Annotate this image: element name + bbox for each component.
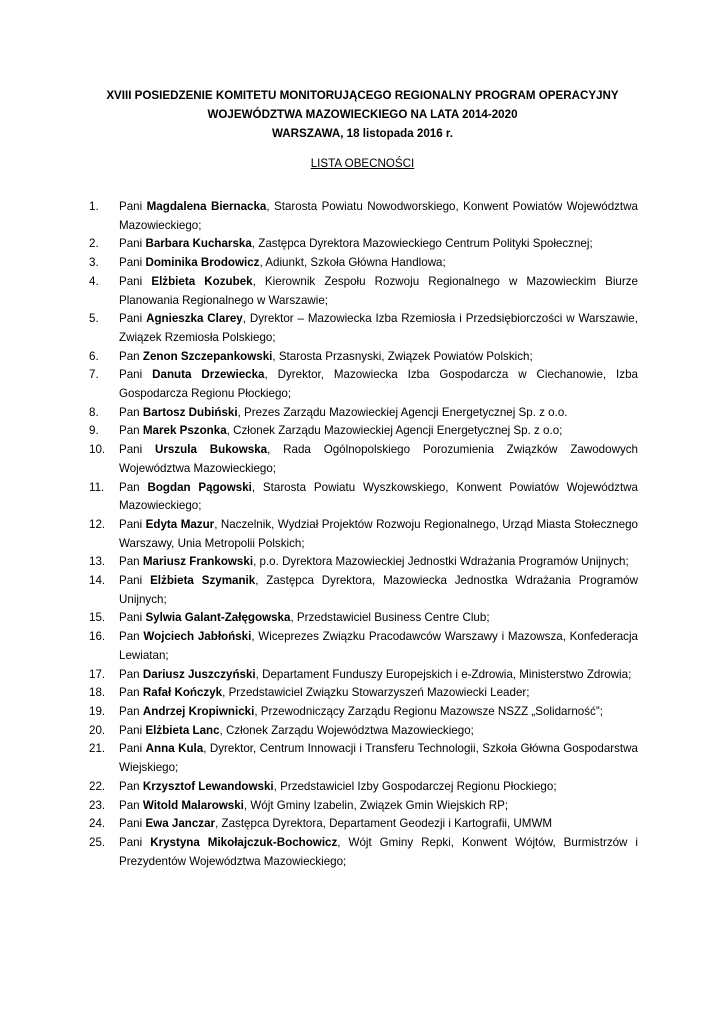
attendee-name: Witold Malarowski bbox=[142, 798, 244, 812]
list-item-number: 7. bbox=[89, 368, 99, 382]
list-item bbox=[89, 815, 638, 834]
attendee-title: Pan bbox=[119, 349, 140, 363]
attendee-description: , Dyrektor, Mazowiecka Izba Gospodarcza w Ciechanowie, Izba Gospodarcza Regionu Płockiego; bbox=[119, 368, 638, 401]
attendee-title: Pani bbox=[119, 237, 143, 251]
attendee-description: , Zastępca Dyrektora, Mazowiecka Jednostka Wdrażania Programów Unijnych; bbox=[119, 574, 638, 606]
attendee-name: Krzysztof Lewandowski bbox=[142, 779, 274, 793]
list-item bbox=[89, 404, 638, 423]
list-item bbox=[89, 310, 638, 347]
attendee-description: , Wójt Gminy Izabelin, Związek Gmin Wiejskich RP; bbox=[243, 798, 509, 812]
attendee-title: Pan bbox=[119, 798, 140, 812]
attendee-list bbox=[89, 198, 638, 871]
attendee-title: Pani bbox=[119, 256, 143, 270]
list-item bbox=[89, 572, 638, 609]
list-item bbox=[89, 366, 638, 403]
attendee-title: Pani bbox=[119, 817, 143, 831]
attendee-title: Pan bbox=[119, 405, 140, 419]
list-item-number: 12. bbox=[89, 517, 106, 531]
list-item bbox=[89, 479, 638, 516]
attendee-description: , Starosta Przasnyski, Związek Powiatów Polskich; bbox=[272, 349, 533, 363]
attendee-name: Barbara Kucharska bbox=[145, 237, 252, 251]
list-item bbox=[89, 609, 638, 628]
attendee-title: Pani bbox=[119, 574, 143, 588]
attendee-name: Krystyna Mikołajczuk-Bochowicz bbox=[150, 835, 338, 849]
attendee-name: Wojciech Jabłoński bbox=[143, 630, 252, 644]
attendee-title: Pani bbox=[119, 274, 143, 288]
attendee-title: Pani bbox=[119, 517, 143, 531]
list-item-number: 10. bbox=[89, 443, 106, 457]
attendee-name: Anna Kula bbox=[145, 742, 204, 756]
list-item bbox=[89, 684, 638, 703]
list-item bbox=[89, 516, 638, 553]
attendee-title: Pan bbox=[119, 555, 140, 569]
document-header bbox=[0, 86, 725, 173]
attendee-title: Pan bbox=[119, 630, 140, 644]
attendee-name: Rafał Kończyk bbox=[142, 686, 223, 700]
attendance-list-subtitle: LISTA OBECNOŚCI bbox=[310, 157, 415, 170]
list-item-number: 9. bbox=[89, 424, 99, 438]
list-item bbox=[89, 722, 638, 741]
attendee-title: Pan bbox=[119, 480, 140, 494]
attendee-description: , Członek Zarządu Województwa Mazowieckiego; bbox=[219, 723, 474, 737]
list-item bbox=[89, 198, 638, 235]
list-item bbox=[89, 254, 638, 273]
list-item-number: 6. bbox=[89, 349, 99, 363]
list-item bbox=[89, 740, 638, 777]
attendee-title: Pan bbox=[119, 686, 140, 700]
attendee-description: , p.o. Dyrektora Mazowieckiej Jednostki Wdrażania Programów Unijnych; bbox=[253, 555, 629, 569]
list-item bbox=[89, 553, 638, 572]
attendee-description: , Rada Ogólnopolskiego Porozumienia Związków Zawodowych Województwa Mazowieckiego; bbox=[119, 443, 638, 475]
list-item-number: 11. bbox=[89, 480, 105, 494]
attendee-name: Mariusz Frankowski bbox=[142, 555, 254, 569]
list-item-number: 19. bbox=[89, 704, 106, 718]
attendee-title: Pani bbox=[119, 611, 143, 625]
list-item-number: 20. bbox=[89, 723, 106, 737]
attendee-description: , Departament Funduszy Europejskich i e-Zdrowia, Ministerstwo Zdrowia; bbox=[255, 667, 632, 681]
list-item-number: 15. bbox=[89, 611, 106, 625]
attendee-description: , Prezes Zarządu Mazowieckiej Agencji Energetycznej Sp. z o.o. bbox=[237, 405, 568, 419]
attendee-title: Pani bbox=[119, 835, 143, 849]
attendee-description: , Adiunkt, Szkoła Główna Handlowa; bbox=[259, 256, 446, 270]
list-item bbox=[89, 666, 638, 685]
attendee-description: , Przedstawiciel Business Centre Club; bbox=[290, 611, 490, 625]
list-item-number: 18. bbox=[89, 686, 106, 700]
list-item-number: 1. bbox=[89, 200, 99, 213]
list-item-number: 25. bbox=[89, 835, 106, 849]
list-item bbox=[89, 797, 638, 816]
attendee-description: , Wójt Gminy Repki, Konwent Wójtów, Burmistrzów i Prezydentów Województwa Mazowieckiego; bbox=[119, 835, 638, 868]
attendee-description: , Zastępca Dyrektora Mazowieckiego Centrum Polityki Społecznej; bbox=[251, 237, 593, 251]
attendee-description: , Dyrektor, Centrum Innowacji i Transferu Technologii, Szkoła Główna Gospodarstwa Wiejskiego; bbox=[119, 742, 638, 775]
attendee-title: Pani bbox=[119, 742, 143, 756]
attendee-name: Dariusz Juszczyński bbox=[142, 667, 256, 681]
attendee-description: , Starosta Powiatu Nowodworskiego, Konwent Powiatów Województwa Mazowieckiego; bbox=[119, 200, 638, 232]
list-item-number: 16. bbox=[89, 630, 106, 644]
attendee-description: , Przedstawiciel Związku Stowarzyszeń Mazowiecki Leader; bbox=[222, 686, 530, 700]
attendee-name: Sylwia Galant-Załęgowska bbox=[145, 611, 291, 625]
attendee-name: Danuta Drzewiecka bbox=[152, 368, 265, 382]
list-item bbox=[89, 834, 638, 871]
list-item-number: 17. bbox=[89, 667, 106, 681]
list-item-number: 24. bbox=[89, 817, 106, 831]
header-title-line-2: WOJEWÓDZTWA MAZOWIECKIEGO NA LATA 2014-2020 bbox=[207, 108, 518, 121]
list-item-number: 22. bbox=[89, 779, 106, 793]
attendee-description: , Dyrektor – Mazowiecka Izba Rzemiosła i Przedsiębiorczości w Warszawie, Związek Rzemiosła Polskiego; bbox=[119, 312, 638, 344]
attendee-description: , Kierownik Zespołu Rozwoju Regionalnego w Mazowieckim Biurze Planowania Regionalnego w Warszawie; bbox=[119, 274, 638, 307]
list-item bbox=[89, 628, 638, 665]
list-item bbox=[89, 235, 638, 254]
attendee-title: Pan bbox=[119, 424, 140, 438]
attendee-description: , Przewodniczący Zarządu Regionu Mazowsze NSZZ „Solidarność”; bbox=[254, 704, 603, 718]
attendee-title: Pani bbox=[119, 443, 143, 457]
attendee-name: Urszula Bukowska bbox=[155, 443, 268, 457]
list-item-number: 23. bbox=[89, 798, 106, 812]
list-item-number: 14. bbox=[89, 574, 106, 588]
list-item-number: 13. bbox=[89, 555, 106, 569]
attendee-description: , Członek Zarządu Mazowieckiej Agencji Energetycznej Sp. z o.o; bbox=[226, 424, 563, 438]
header-date-line: WARSZAWA, 18 listopada 2016 r. bbox=[271, 127, 454, 140]
attendee-title: Pan bbox=[119, 667, 140, 681]
list-item bbox=[89, 422, 638, 441]
attendee-name: Marek Pszonka bbox=[142, 424, 227, 438]
list-item bbox=[89, 273, 638, 310]
attendee-name: Agnieszka Clarey bbox=[146, 312, 243, 326]
list-item bbox=[89, 778, 638, 797]
attendee-name: Andrzej Kropiwnicki bbox=[142, 704, 255, 718]
attendee-name: Dominika Brodowicz bbox=[145, 256, 260, 270]
attendee-title: Pani bbox=[119, 312, 143, 326]
attendee-name: Elżbieta Szymanik bbox=[150, 574, 256, 588]
attendee-title: Pani bbox=[119, 200, 143, 213]
attendee-title: Pani bbox=[119, 368, 143, 382]
attendee-description: , Zastępca Dyrektora, Departament Geodezji i Kartografii, UMWM bbox=[215, 817, 553, 831]
attendee-title: Pani bbox=[119, 723, 143, 737]
attendee-name: Zenon Szczepankowski bbox=[142, 349, 273, 363]
list-item bbox=[89, 441, 638, 478]
list-item-number: 21. bbox=[89, 742, 106, 756]
header-title-line-1: XVIII POSIEDZENIE KOMITETU MONITORUJĄCEGO REGIONALNY PROGRAM OPERACYJNY bbox=[106, 89, 619, 102]
attendee-description: , Przedstawiciel Izby Gospodarczej Regionu Płockiego; bbox=[273, 779, 557, 793]
attendee-name: Elżbieta Kozubek bbox=[151, 274, 253, 288]
attendee-name: Bogdan Pągowski bbox=[147, 480, 252, 494]
list-item-number: 3. bbox=[89, 256, 99, 270]
list-item-number: 4. bbox=[89, 274, 99, 288]
attendee-name: Bartosz Dubiński bbox=[142, 405, 238, 419]
attendee-name: Elżbieta Lanc bbox=[145, 723, 220, 737]
attendee-name: Magdalena Biernacka bbox=[146, 200, 267, 213]
attendee-title: Pan bbox=[119, 779, 140, 793]
attendee-name: Ewa Janczar bbox=[145, 817, 216, 831]
list-item bbox=[89, 703, 638, 722]
attendee-title: Pan bbox=[119, 704, 140, 718]
list-item-number: 5. bbox=[89, 312, 99, 326]
attendee-description: , Starosta Powiatu Wyszkowskiego, Konwent Powiatów Województwa Mazowieckiego; bbox=[119, 480, 638, 513]
attendee-name: Edyta Mazur bbox=[145, 517, 215, 531]
attendee-description: , Wiceprezes Związku Pracodawców Warszawy i Mazowsza, Konfederacja Lewiatan; bbox=[119, 630, 638, 662]
list-item bbox=[89, 348, 638, 367]
list-item-number: 2. bbox=[89, 237, 99, 251]
attendee-description: , Naczelnik, Wydział Projektów Rozwoju Regionalnego, Urząd Miasta Stołecznego Warszawy, Unia Metropolii Polskich; bbox=[119, 517, 638, 550]
list-item-number: 8. bbox=[89, 405, 99, 419]
